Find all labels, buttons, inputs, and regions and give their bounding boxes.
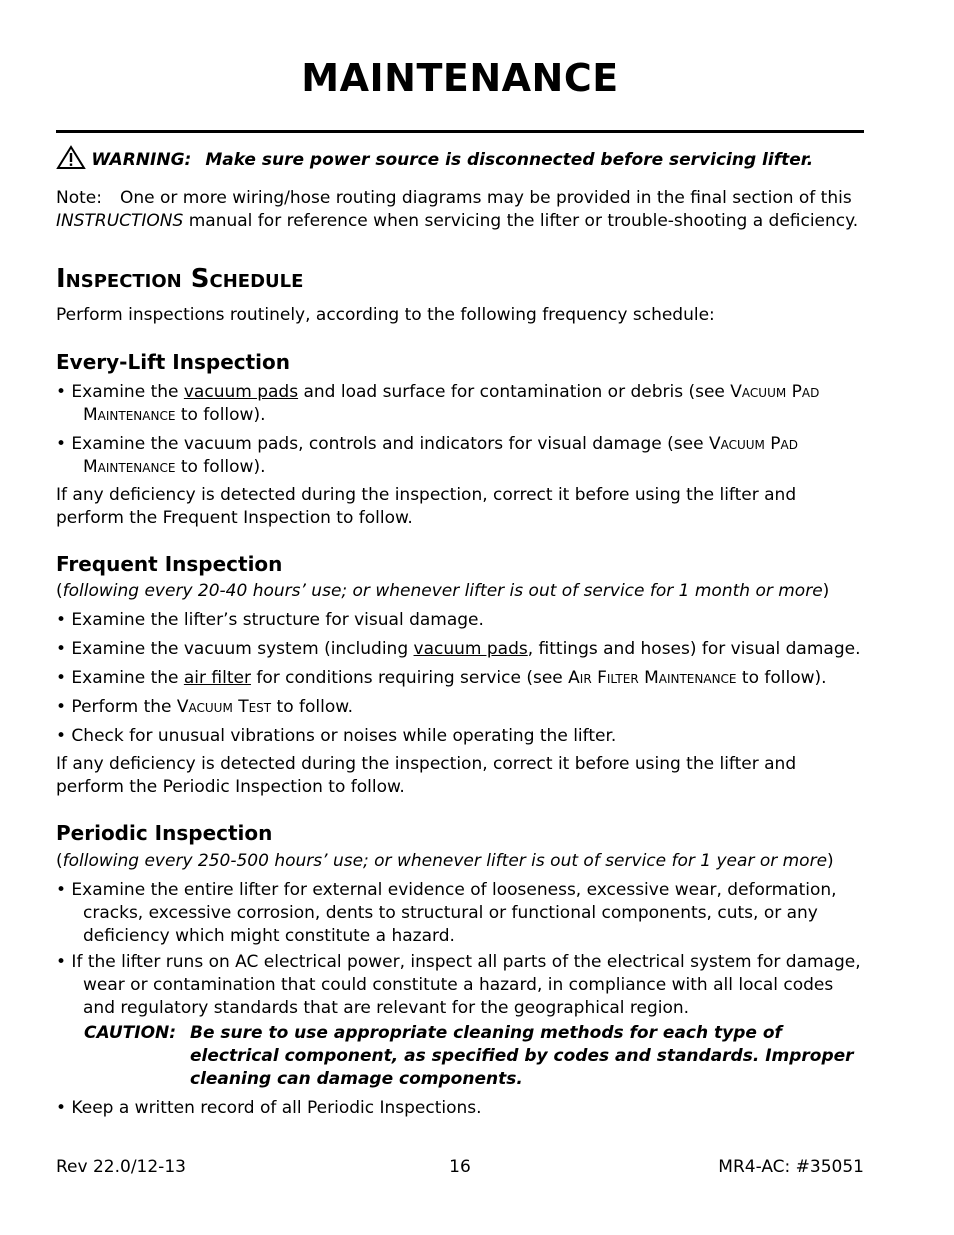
list-item: • Examine the vacuum pads, controls and indicators for visual damage (see Vacuum Pad Maintenance to follow). [56,434,798,477]
note-paragraph: Note: One or more wiring/hose routing diagrams may be provided in the final section of this INSTRUCTIONS manual for reference when servicing the lifter or trouble-shooting a deficiency. [56,188,859,231]
heading-frequent-inspection: Frequent Inspection [56,552,283,576]
frequent-footer-text: If any deficiency is detected during the inspection, correct it before using the lifter and perform the Periodic Inspection to follow. [56,754,797,797]
section-heading-inspection-schedule: Inspection Schedule [56,264,304,294]
warning-label: WARNING: [91,150,192,170]
caution-notice [84,1022,874,1091]
list-item: • Keep a written record of all Periodic Inspections. [56,1098,482,1118]
list-item: • If the lifter runs on AC electrical power, inspect all parts of the electrical system for damage, wear or contamination that could constitute a hazard, in compliance with all local codes and regulatory standards that are relevant for the geographical region. [56,952,861,1018]
page-title: MAINTENANCE [301,56,619,100]
list-item: • Examine the vacuum system (including vacuum pads, fittings and hoses) for visual damage. [56,639,861,659]
page-number: 16 [449,1157,471,1177]
caution-label: CAUTION: [84,1023,177,1043]
warning-text: Make sure power source is disconnected before servicing lifter. [205,150,814,170]
heading-periodic-inspection: Periodic Inspection [56,821,273,845]
frequent-qualifier: (following every 20-40 hours’ use; or whenever lifter is out of service for 1 month or more) [56,581,830,601]
vacuum-pads-link: vacuum pads [413,639,528,659]
list-item: • Perform the Vacuum Test to follow. [56,697,353,717]
vacuum-pads-link: vacuum pads [183,382,299,402]
list-item: • Examine the entire lifter for external evidence of looseness, excessive wear, deformation, cracks, excessive corrosion, dents to structural or functional components, cuts, or any deficiency which might constitute a hazard. [56,880,837,946]
instructions-ref: INSTRUCTIONS [56,211,184,231]
periodic-qualifier: (following every 250-500 hours’ use; or whenever lifter is out of service for 1 year or more) [56,851,834,871]
list-item: • Examine the air filter for conditions requiring service (see Air Filter Maintenance to follow). [56,668,827,688]
caution-text: Be sure to use appropriate cleaning methods for each type of electrical component, as specified by codes and standards. Improper cleaning can damage components. [190,1023,854,1089]
list-item: • Examine the lifter’s structure for visual damage. [56,610,484,630]
list-item: • Examine the vacuum pads and load surface for contamination or debris (see Vacuum Pad Maintenance to follow). [56,382,820,425]
air-filter-link: air filter [183,668,251,688]
document-id: MR4-AC: #35051 [718,1157,864,1177]
every-lift-footer-text: If any deficiency is detected during the inspection, correct it before using the lifter and perform the Frequent Inspection to follow. [56,485,797,528]
warning-triangle-icon [56,145,86,169]
schedule-intro: Perform inspections routinely, according to the following frequency schedule: [56,305,715,325]
title-rule [56,130,864,133]
warning-notice [56,145,864,172]
heading-every-lift-inspection: Every-Lift Inspection [56,350,291,374]
revision-label: Rev 22.0/12-13 [56,1157,186,1177]
note-label: Note: [56,188,102,208]
list-item: • Check for unusual vibrations or noises while operating the lifter. [56,726,617,746]
